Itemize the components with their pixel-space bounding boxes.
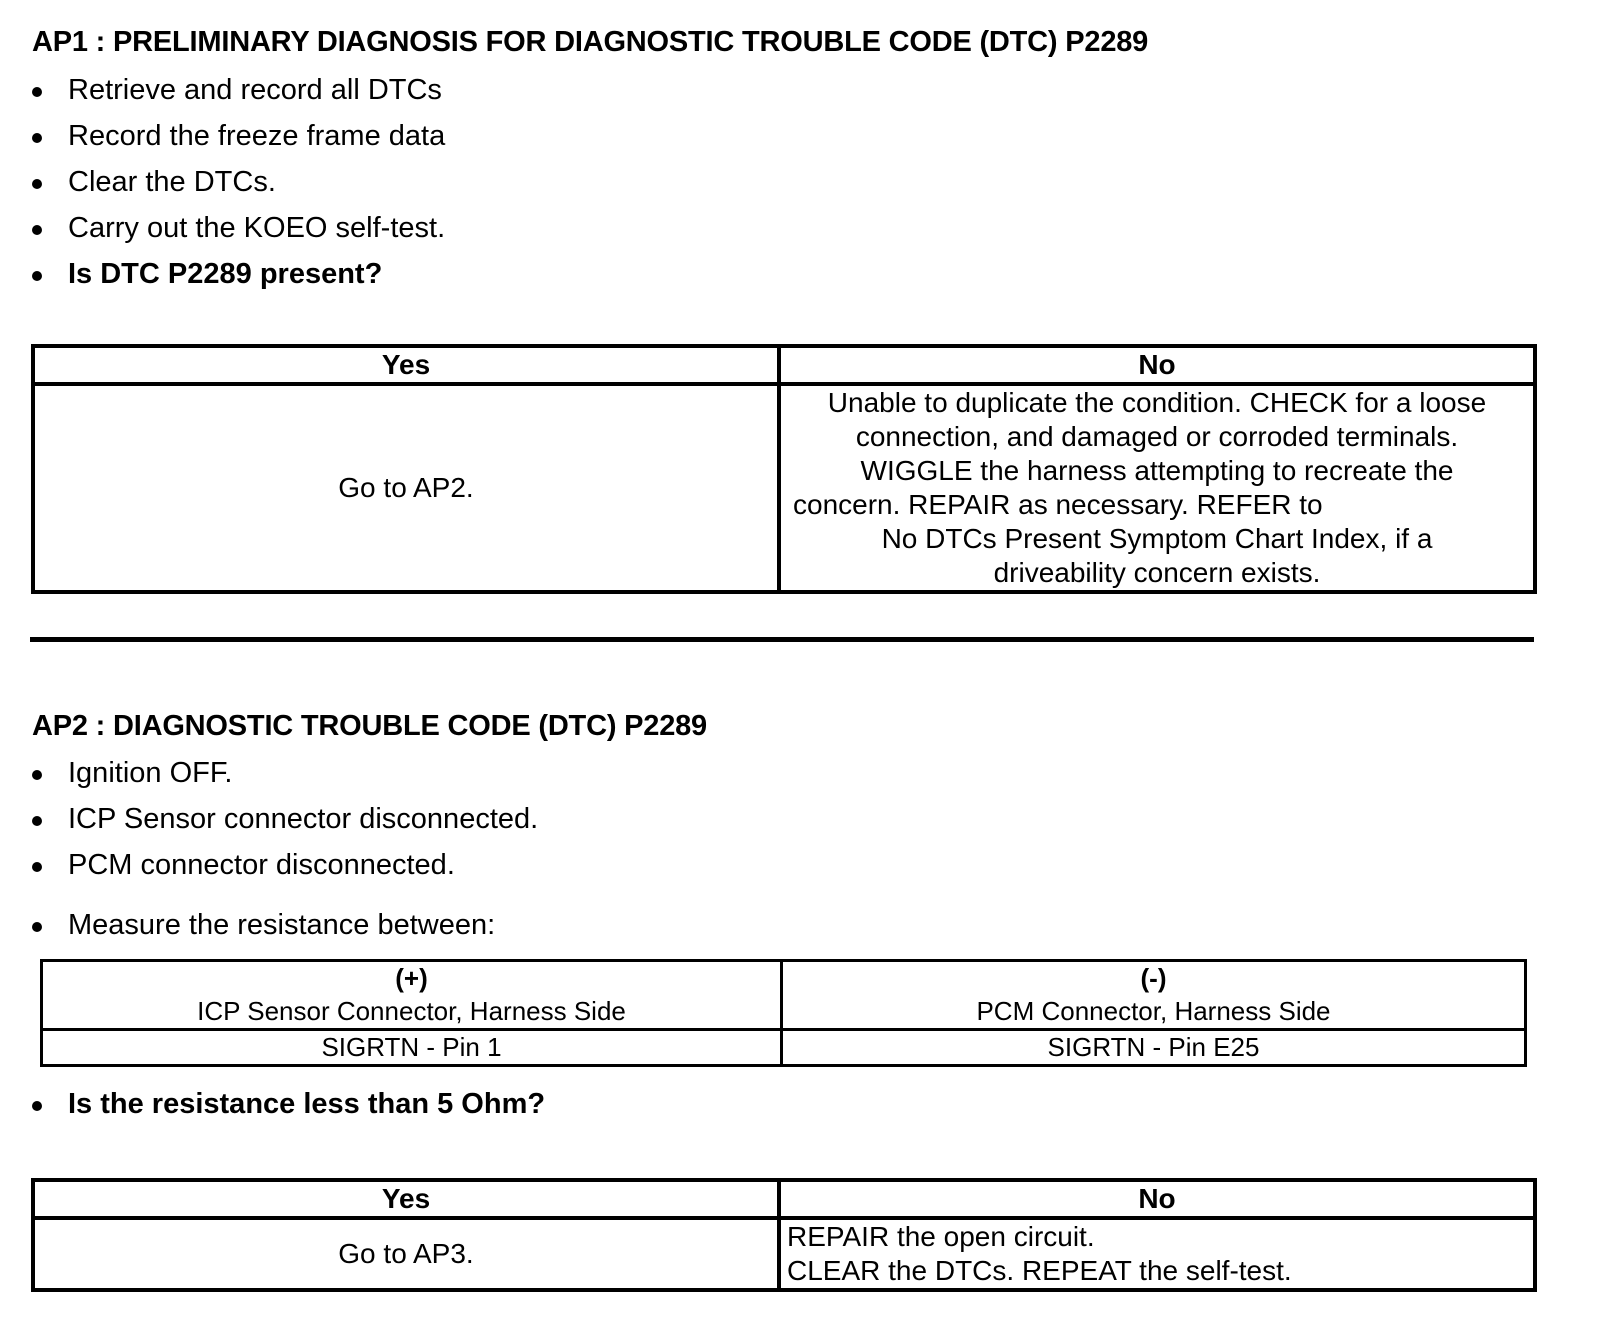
bullet-icon xyxy=(32,225,42,235)
ap1-title: AP1 : PRELIMINARY DIAGNOSIS FOR DIAGNOSTIC TROUBLE CODE (DTC) P2289 xyxy=(32,26,1149,58)
list-item: Clear the DTCs. xyxy=(32,159,445,205)
ap2-title: AP2 : DIAGNOSTIC TROUBLE CODE (DTC) P2289 xyxy=(32,710,707,742)
bullet-icon xyxy=(32,770,42,780)
list-item: Ignition OFF. xyxy=(32,750,538,796)
positive-probe-cell xyxy=(42,961,782,1030)
no-cell: Unable to duplicate the condition. CHECK for a loose connection, and damaged or corroded terminals. WIGGLE the harness attempting to recreate the concern. REPAIR as necessary. REFER to No DTCs Present Symptom Chart Index, if a driveability concern exists. xyxy=(779,384,1535,592)
list-item: Carry out the KOEO self-test. xyxy=(32,205,445,251)
list-item: Record the freeze frame data xyxy=(32,113,445,159)
section-divider xyxy=(30,637,1534,642)
bullet-icon xyxy=(32,922,42,932)
bullet-icon xyxy=(32,133,42,143)
ap2-decision-table xyxy=(31,1178,1537,1292)
list-item: PCM connector disconnected. xyxy=(32,842,538,888)
negative-connector-label: PCM Connector, Harness Side xyxy=(976,996,1331,1026)
yes-header: Yes xyxy=(33,1180,779,1218)
list-item: Measure the resistance between: xyxy=(32,902,538,948)
yes-header: Yes xyxy=(33,346,779,384)
measurement-table xyxy=(40,959,1527,1067)
positive-connector-label: ICP Sensor Connector, Harness Side xyxy=(197,996,626,1026)
no-cell: REPAIR the open circuit. CLEAR the DTCs. REPEAT the self-test. xyxy=(779,1218,1535,1290)
list-item: ICP Sensor connector disconnected. xyxy=(32,796,538,842)
yes-cell: Go to AP2. xyxy=(33,384,779,592)
positive-sign: (+) xyxy=(395,963,428,993)
yes-cell: Go to AP3. xyxy=(33,1218,779,1290)
negative-pin-value: SIGRTN - Pin E25 xyxy=(782,1030,1526,1066)
negative-probe-cell xyxy=(782,961,1526,1030)
bullet-icon xyxy=(32,1101,42,1111)
bullet-icon xyxy=(32,271,42,281)
positive-pin-value: SIGRTN - Pin 1 xyxy=(42,1030,782,1066)
ap2-bullet-list xyxy=(32,750,538,948)
bullet-icon xyxy=(32,179,42,189)
question-item: Is DTC P2289 present? xyxy=(32,251,445,297)
negative-sign: (-) xyxy=(1140,963,1167,993)
list-item: Retrieve and record all DTCs xyxy=(32,67,445,113)
ap1-decision-table xyxy=(31,344,1537,594)
no-header: No xyxy=(779,346,1535,384)
bullet-icon xyxy=(32,816,42,826)
ap2-question-list xyxy=(32,1081,545,1127)
bullet-icon xyxy=(32,87,42,97)
symptom-chart-link[interactable]: No DTCs Present Symptom Chart Index, if a xyxy=(881,523,1433,554)
ap1-bullet-list xyxy=(32,67,445,297)
no-header: No xyxy=(779,1180,1535,1218)
question-item: Is the resistance less than 5 Ohm? xyxy=(32,1081,545,1127)
bullet-icon xyxy=(32,862,42,872)
